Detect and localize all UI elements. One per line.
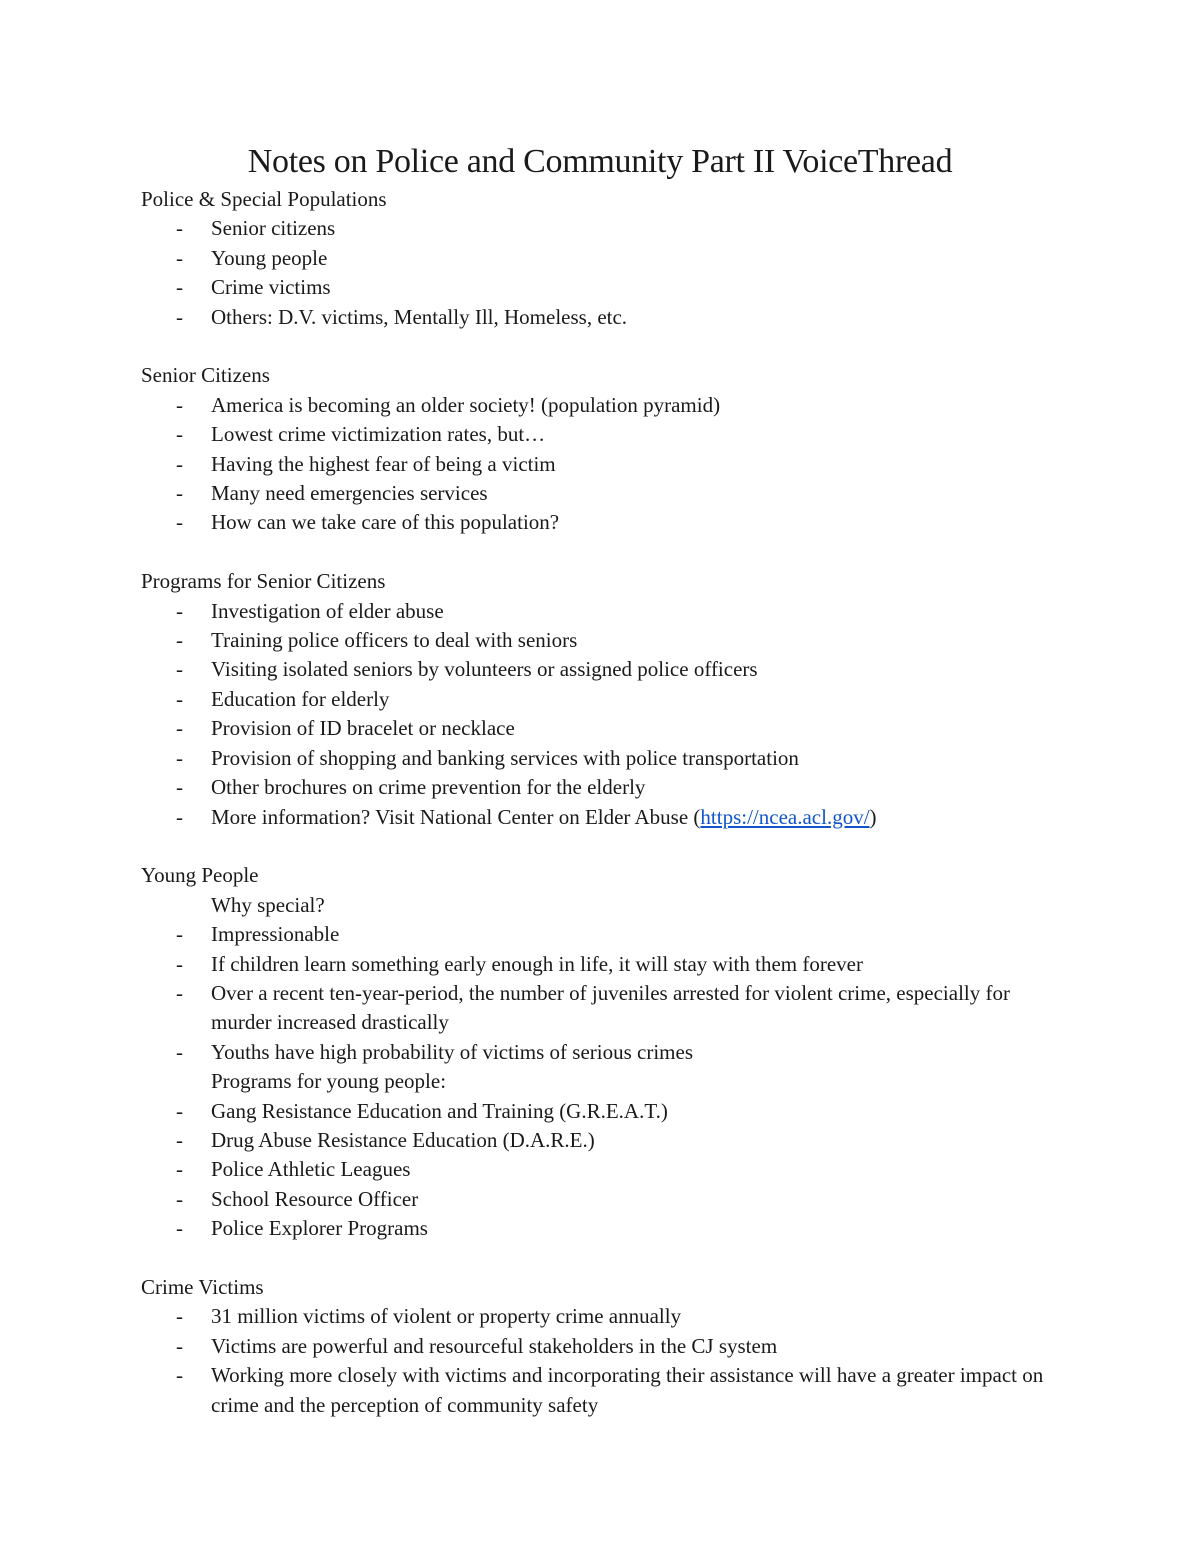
list-item: - Many need emergencies services (141, 479, 1071, 508)
bullet-dash: - (176, 598, 183, 623)
section-heading-young-people: Young People (141, 863, 259, 888)
bullet-dash: - (176, 745, 183, 770)
list-item: - Drug Abuse Resistance Education (D.A.R.E.) (141, 1126, 1071, 1155)
list-item-more-info: - More information? Visit National Center on Elder Abuse (https://ncea.acl.gov/) (141, 803, 1071, 832)
list-programs-seniors (141, 597, 1071, 832)
why-special-line: Why special? (211, 892, 325, 917)
document-body (141, 185, 1071, 1420)
bullet-dash: - (176, 216, 183, 241)
section-heading-programs-seniors: Programs for Senior Citizens (141, 569, 386, 594)
list-item: - Others: D.V. victims, Mentally Ill, Homeless, etc. (141, 303, 1071, 332)
list-item: - 31 million victims of violent or property crime annually (141, 1302, 1071, 1331)
programs-young-label: Programs for young people: (211, 1069, 447, 1094)
section-heading-special-populations: Police & Special Populations (141, 187, 387, 211)
list-item: - If children learn something early enough in life, it will stay with them forever (141, 950, 1071, 979)
list-item: - Youths have high probability of victims of serious crimes (141, 1038, 1071, 1067)
spacer (141, 1244, 1071, 1273)
bullet-dash: - (176, 775, 183, 800)
list-item: - Visiting isolated seniors by volunteers or assigned police officers (141, 655, 1071, 684)
section-heading-senior-citizens: Senior Citizens (141, 363, 270, 388)
list-item: - Impressionable (141, 920, 1071, 949)
document-title: Notes on Police and Community Part II VoiceThread (247, 143, 953, 180)
bullet-dash: - (176, 1098, 183, 1123)
bullet-dash: - (176, 510, 183, 535)
bullet-dash: - (176, 980, 183, 1005)
list-item: - Victims are powerful and resourceful stakeholders in the CJ system (141, 1332, 1071, 1361)
list-item: - School Resource Officer (141, 1185, 1071, 1214)
bullet-dash: - (176, 1186, 183, 1211)
bullet-dash: - (176, 686, 183, 711)
list-item: - Young people (141, 244, 1071, 273)
list-item: - America is becoming an older society! (population pyramid) (141, 391, 1071, 420)
list-item: - Provision of shopping and banking services with police transportation (141, 744, 1071, 773)
bullet-dash: - (176, 392, 183, 417)
bullet-dash: - (176, 1363, 183, 1388)
bullet-dash: - (176, 304, 183, 329)
bullet-dash: - (176, 1039, 183, 1064)
bullet-dash: - (176, 922, 183, 947)
list-item: - Education for elderly (141, 685, 1071, 714)
bullet-dash: - (176, 422, 183, 447)
spacer (141, 538, 1071, 567)
bullet-dash: - (176, 657, 183, 682)
list-special-populations (141, 214, 1071, 332)
bullet-dash: - (176, 951, 183, 976)
bullet-dash: - (176, 245, 183, 270)
bullet-dash: - (176, 451, 183, 476)
list-item: - How can we take care of this population? (141, 508, 1071, 537)
spacer (141, 832, 1071, 861)
spacer (141, 332, 1071, 361)
bullet-dash: - (176, 1157, 183, 1182)
bullet-dash: - (176, 1333, 183, 1358)
list-item: - Other brochures on crime prevention for the elderly (141, 773, 1071, 802)
bullet-dash: - (176, 716, 183, 741)
list-item: - Gang Resistance Education and Training (G.R.E.A.T.) (141, 1097, 1071, 1126)
section-heading-crime-victims: Crime Victims (141, 1274, 264, 1299)
list-item: - Provision of ID bracelet or necklace (141, 714, 1071, 743)
bullet-dash: - (176, 804, 183, 829)
list-item: - Working more closely with victims and incorporating their assistance will have a greater impact on crime and the perception of community safety (176, 1363, 1044, 1417)
list-item: - Police Athletic Leagues (141, 1155, 1071, 1184)
list-item: - Lowest crime victimization rates, but… (141, 420, 1071, 449)
list-item: - Over a recent ten-year-period, the number of juveniles arrested for violent crime, especially for murder increased drastically (176, 980, 1010, 1035)
list-item: - Training police officers to deal with seniors (141, 626, 1071, 655)
list-crime-victims (141, 1302, 1071, 1420)
list-programs-young (141, 1097, 1071, 1244)
bullet-dash: - (176, 628, 183, 653)
bullet-dash: - (176, 1304, 183, 1329)
bullet-dash: - (176, 481, 183, 506)
list-item: - Police Explorer Programs (141, 1214, 1071, 1243)
list-item: - Having the highest fear of being a victim (141, 450, 1071, 479)
list-item: - Investigation of elder abuse (141, 597, 1071, 626)
bullet-dash: - (176, 275, 183, 300)
list-young-people (141, 920, 1071, 1067)
ncea-link[interactable]: https://ncea.acl.gov/ (700, 804, 870, 829)
bullet-dash: - (176, 1216, 183, 1241)
list-senior-citizens (141, 391, 1071, 538)
bullet-dash: - (176, 1127, 183, 1152)
list-item: - Crime victims (141, 273, 1071, 302)
list-item: - Senior citizens (141, 214, 1071, 243)
